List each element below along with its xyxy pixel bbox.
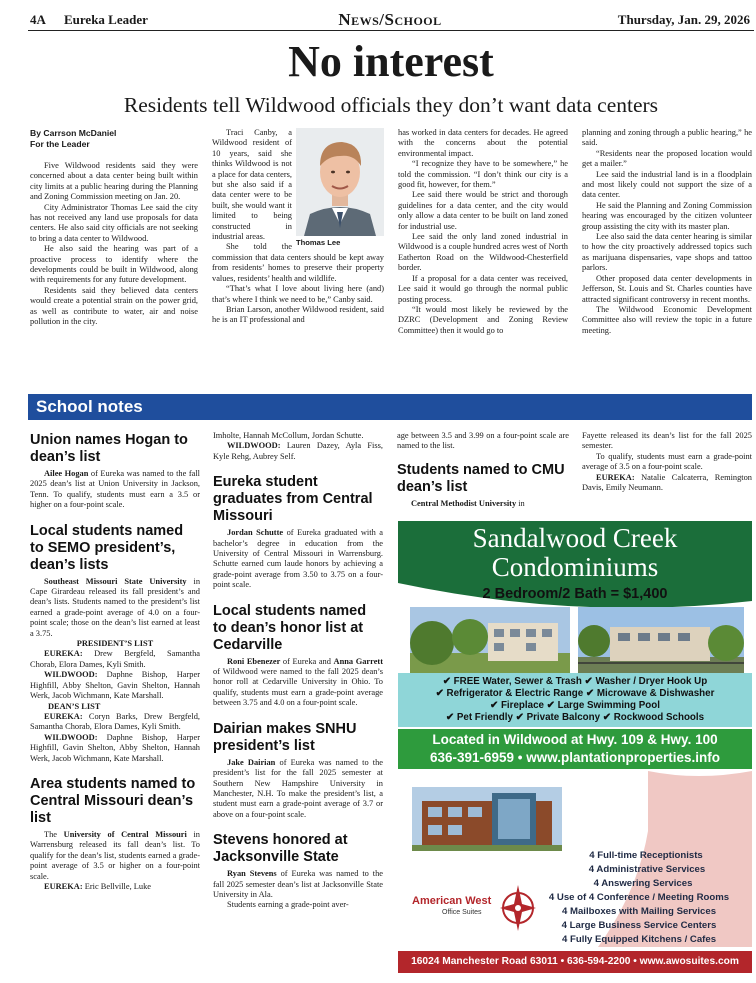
school-notes-banner [28, 394, 752, 420]
paragraph: Brian Larson, another Wildwood resident, said he is an IT professional and [212, 304, 384, 325]
byline: By Carrson McDaniel [30, 128, 117, 138]
feature-item: 4 Large Business Service Centers [561, 920, 717, 931]
amenity-line: ✔ Fireplace ✔ Large Swimming Pool [490, 700, 660, 711]
ad-footer-text: 16024 Manchester Road 63011 • 636-594-2200 • www.awosuites.com [411, 956, 739, 967]
list-heading: PRESIDENT’S LIST [76, 639, 154, 649]
note-headline: Union names Hogan to dean’s list [30, 432, 188, 465]
section-name: News/School [338, 10, 442, 29]
paragraph: Five Wildwood residents said they were concerned about a data center being built within city limits at a public hearing during the Planning and Zoning Commission meeting on Jan. 20. [30, 161, 198, 202]
name-list: EUREKA: Coryn Barks, Drew Bergfeld, Samantha Chorab, Elora Dames, Kyli Smith. [30, 711, 200, 732]
paragraph: Lee said the only land zoned industrial in Wildwood is a couple hundred acres west of North Eatherton Road on the Wildwood-Chesterfield border. [398, 232, 568, 273]
ad-footer-bar [398, 951, 752, 973]
header-rule [28, 30, 754, 31]
page-header [0, 0, 756, 32]
note-body: Ailee Hogan of Eureka was named to the fall 2025 dean’s list at Union University in Jackson, Tenn. To qualify, students must earn a 3.5 or higher on a four-point scale. [30, 469, 200, 510]
american-west-logo [408, 881, 538, 941]
notes-column-1 [30, 432, 200, 980]
paragraph: has worked in data centers for decades. He agreed with the concerns about the potential environmental impact. [398, 128, 568, 158]
name-list: EUREKA: Eric Bellville, Luke [44, 881, 151, 891]
office-section [398, 771, 752, 947]
notes-column-2 [213, 431, 383, 980]
list-heading: DEAN’S LIST [48, 701, 101, 711]
ad-top-banner [398, 521, 752, 611]
name-list: WILDWOOD: Daphne Bishop, Harper Highfill, Gavin Shelton, Abby Shelton, Hannah Werk, Jacob Wichmann, Kate Marshall. [30, 732, 200, 763]
story-column-1 [30, 128, 198, 390]
note-body: Roni Ebenezer of Eureka and Anna Garrett of Wildwood were named to the fall 2025 dean’s honor roll at Cedarville University in Ohio. To qualify, students must earn a grade-point average between 3.75 and 4.0 on a four-point scale. [213, 656, 383, 708]
advertisement [398, 521, 752, 975]
feature-item: 4 Fully Equipped Kitchens / Cafes [561, 934, 717, 945]
amenity-line: ✔ Pet Friendly ✔ Private Balcony ✔ Rockwood Schools [445, 712, 705, 723]
note-body: Central Methodist University in [411, 498, 525, 508]
paragraph: The Wildwood Economic Development Committee also will review the topic in a future meeting. [582, 304, 752, 335]
photo-caption: Thomas Lee [296, 238, 341, 247]
banner-title: School notes [36, 397, 143, 416]
story-column-2 [212, 128, 384, 390]
feature-item: 4 Mailboxes with Mailing Services [561, 906, 717, 917]
notes-column-3 [397, 431, 569, 521]
ad-location: Located in Wildwood at Hwy. 109 & Hwy. 100 [432, 732, 718, 747]
note-headline: Students named to CMU dean’s list [397, 461, 565, 495]
paper-name: Eureka Leader [64, 12, 148, 27]
amenity-line: ✔ Refrigerator & Electric Range ✔ Microwave & Dishwasher [435, 688, 715, 699]
paragraph: “That’s what I love about living here (and) that’s where I think we need to be,” Canby said. [212, 284, 384, 304]
photo-block [296, 128, 384, 250]
feature-item: 4 Administrative Services [588, 864, 706, 875]
note-body: age between 3.5 and 3.99 on a four-point scale are named to the list. [397, 431, 569, 451]
logo-name: American West [412, 895, 492, 907]
note-body: The University of Central Missouri in Warrensburg released its fall dean’s list. To qualify for the dean’s list, students earned a grade-point average of 3.5 or higher on a four-point scale. [30, 829, 200, 881]
ad-title-line-2: Condominiums [491, 552, 659, 582]
ad-price: 2 Bedroom/2 Bath = $1,400 [482, 586, 668, 602]
note-headline: Stevens honored at Jacksonville State [213, 832, 348, 866]
name-list: WILDWOOD: Lauren Dazey, Ayla Fiss, Kyle Rehg, Aubrey Self. [213, 441, 383, 461]
feature-item: 4 Answering Services [593, 878, 693, 889]
photo-thomas-lee [296, 128, 384, 236]
story-column-4 [582, 128, 752, 390]
notes-column-4 [582, 431, 752, 521]
paragraph: Lee said there would be strict and thorough guidelines for a data center, and the city would only allow a data center to be built on land zoned for industrial use. [398, 190, 568, 231]
paragraph: planning and zoning through a public hearing,” he said. [582, 128, 752, 148]
page-number: 4A [30, 12, 46, 27]
story-subhead: Residents tell Wildwood officials they don’t want data centers [123, 93, 659, 117]
paragraph: “Residents near the proposed location would get a mailer.” [582, 148, 752, 169]
issue-date: Thursday, Jan. 29, 2026 [617, 12, 750, 27]
logo-subtitle: Office Suites [442, 909, 482, 916]
story-column-3 [398, 128, 568, 390]
paragraph: Residents said they believed data centers would create a potential strain on the power grid, as well as contribute to water, air and noise pollution in the city. [30, 285, 198, 327]
note-body: To qualify, students must earn a grade-point average of 3.5 on a four-point scale. [582, 451, 752, 472]
feature-list [528, 849, 750, 947]
note-body: Students earning a grade-point aver- [227, 900, 349, 910]
name-list: Imholte, Hannah McCollum, Jordan Schutte. [213, 431, 364, 440]
paragraph: Other proposed data center developments in Jefferson, St. Louis and St. Charles counties have attracted significant controversy in recent months. [582, 273, 752, 304]
portrait-image [296, 128, 384, 236]
paragraph: He said the Planning and Zoning Commission hearing was encouraged by the citizen volunteer group assisting the city with its master plan. [582, 200, 752, 231]
ad-title-line-1: Sandalwood Creek [472, 523, 678, 553]
feature-item: 4 Use of 4 Conference / Meeting Rooms [548, 892, 730, 903]
note-body: Jake Dairian of Eureka was named to the president’s list for the fall 2025 semester at Southern New Hampshire University in Manchester, N.H. To make the president’s list, a student must earn a grade-point average of 3.7 or above on a four-point scale. [213, 757, 383, 819]
note-body: Southeast Missouri State University in Cape Girardeau released its fall president’s and dean’s lists. Students named to the president’s list earned a grade-point average of 4.0 on a four-point scale; those on the dean’s list earned at least a 3.75. [30, 576, 200, 638]
note-body: Jordan Schutte of Eureka graduated with a bachelor’s degree in education from the University of Central Missouri in Warrensburg. Schutte earned cum laude honors by achieving a grade-point average from 3.50 to 3.75 on a four-point scale. [213, 528, 383, 590]
story-headline: No interest [288, 37, 494, 86]
amenity-line: ✔ FREE Water, Sewer & Trash ✔ Washer / Dryer Hook Up [442, 676, 708, 687]
paragraph: Lee said the industrial land is in a floodplain and most likely could not support the size of a data center. [582, 169, 752, 200]
name-list: EUREKA: Natalie Calcaterra, Remington Davis, Emily Neumann. [582, 472, 752, 493]
paragraph: “It would most likely be reviewed by the DZRC (Development and Zoning Review Committee) then it would go to [398, 304, 568, 335]
paragraph: City Administrator Thomas Lee said the city has not received any land use proposals for data centers. He also said city officials are not seeking to bring a data center to Wildwood. [30, 202, 198, 243]
condo-photos [410, 607, 744, 677]
name-list: EUREKA: Drew Bergfeld, Samantha Chorab, Elora Dames, Kyli Smith. [30, 649, 200, 669]
note-headline: Local students named to SEMO president’s, dean’s lists [30, 522, 184, 573]
note-headline: Dairian makes SNHU president’s list [213, 720, 357, 754]
paragraph: Lee also said the data center hearing is similar to how the city proactively addressed topics such as marijuana dispensaries, vape shops and tattoo parlors. [582, 232, 752, 273]
amenities-panel [398, 673, 752, 727]
byline-org: For the Leader [30, 139, 90, 149]
condo-photo-image [410, 607, 744, 677]
note-headline: Area students named to Central Missouri dean’s list [30, 775, 196, 826]
paragraph: “I recognize they have to be somewhere,” he told the commission. “I don’t think our city is a good fit, however, for them.” [398, 159, 568, 190]
note-body: Ryan Stevens of Eureka was named to the fall 2025 semester dean’s list at Jacksonville State University in Ala. [213, 869, 383, 899]
location-bar [398, 729, 752, 769]
note-headline: Local students named to dean’s honor list at Cedarville [213, 602, 367, 653]
note-headline: Eureka student graduates from Central Missouri [213, 474, 373, 525]
paragraph: Traci Canby, a Wildwood resident of 10 years, said she thinks Wildwood is not a place for data centers, but she also said if a data center were to be built, she would want it limited to being constructed in industrial areas. [212, 128, 292, 242]
feature-item: 4 Full-time Receptionists [589, 850, 703, 861]
paragraph: He also said the hearing was part of a proactive process to identify where the developments could be built in Wildwood, along with requirements for any future development. [30, 244, 198, 285]
paragraph: If a proposal for a data center was received, Lee said it would go through the normal public posting process. [398, 273, 568, 304]
name-list: WILDWOOD: Daphne Bishop, Harper Highfill, Abby Shelton, Gavin Shelton, Hannah Werk, Jacob Wichmann, Kate Marshall. [30, 670, 200, 701]
paragraph: She told the commission that data centers should be kept away from residents’ homes to preserve their property values, residents’ health and wildlife. [212, 242, 384, 283]
ad-contact: 636-391-6959 • www.plantationproperties.info [429, 750, 721, 765]
note-body: Fayette released its dean’s list for the fall 2025 semester. [582, 431, 752, 451]
